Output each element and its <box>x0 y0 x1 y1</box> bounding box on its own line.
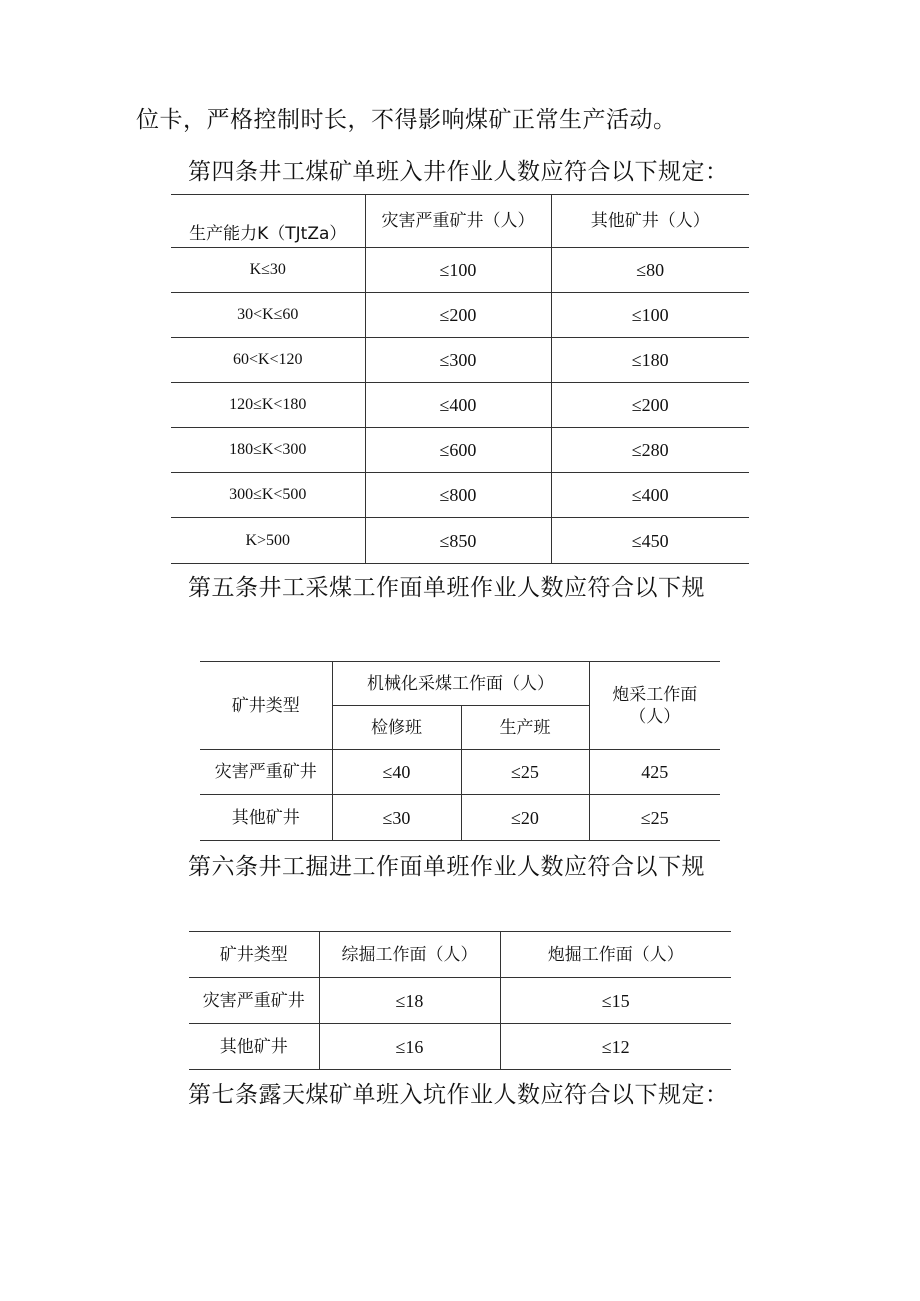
table-row <box>200 750 720 795</box>
severe-value-cell: ≤100 <box>365 248 551 293</box>
table-row <box>171 518 749 564</box>
other-value-cell: ≤450 <box>551 518 749 564</box>
header-maintenance-shift: 检修班 <box>332 706 461 750</box>
capacity-cell: K≤30 <box>171 248 365 293</box>
other-value-cell: ≤80 <box>551 248 749 293</box>
production-value-cell: ≤25 <box>461 750 589 795</box>
capacity-cell: 300≤K<500 <box>171 473 365 518</box>
severe-value-cell: ≤850 <box>365 518 551 564</box>
header-other-mine: 其他矿井（人） <box>551 195 749 248</box>
table-header-row <box>171 195 749 248</box>
mine-type-cell: 其他矿井 <box>189 1024 319 1070</box>
header-blast-heading-face: 炮掘工作面（人） <box>500 932 731 978</box>
article-7-heading: 第七条露天煤矿单班入坑作业人数应符合以下规定： <box>188 1082 729 1108</box>
table-row <box>171 293 749 338</box>
header-severe-mine: 灾害严重矿井（人） <box>365 195 551 248</box>
header-roadheader-face: 综掘工作面（人） <box>319 932 500 978</box>
paragraph-continuation: 位卡，严格控制时长，不得影响煤矿正常生产活动。 <box>136 107 677 133</box>
table-shift-personnel-limits <box>171 194 749 564</box>
table-row <box>189 1024 731 1070</box>
table-row <box>171 473 749 518</box>
header-mechanized-face: 机械化采煤工作面（人） <box>332 662 589 706</box>
roadheader-value-cell: ≤18 <box>319 978 500 1024</box>
table-row <box>189 978 731 1024</box>
mine-type-cell: 灾害严重矿井 <box>189 978 319 1024</box>
table-header-row <box>200 662 720 706</box>
maintenance-value-cell: ≤40 <box>332 750 461 795</box>
roadheader-value-cell: ≤16 <box>319 1024 500 1070</box>
other-value-cell: ≤400 <box>551 473 749 518</box>
severe-value-cell: ≤400 <box>365 383 551 428</box>
header-mine-type: 矿井类型 <box>200 662 332 750</box>
blast-heading-value-cell: ≤12 <box>500 1024 731 1070</box>
blast-heading-value-cell: ≤15 <box>500 978 731 1024</box>
capacity-cell: K>500 <box>171 518 365 564</box>
table-row <box>171 428 749 473</box>
header-blasting-face: 炮采工作面（人） <box>589 662 720 750</box>
header-mine-type: 矿井类型 <box>189 932 319 978</box>
capacity-cell: 120≤K<180 <box>171 383 365 428</box>
article-6-heading: 第六条井工掘进工作面单班作业人数应符合以下规 <box>188 854 705 880</box>
other-value-cell: ≤280 <box>551 428 749 473</box>
other-value-cell: ≤180 <box>551 338 749 383</box>
capacity-cell: 30<K≤60 <box>171 293 365 338</box>
header-production-shift: 生产班 <box>461 706 589 750</box>
production-value-cell: ≤20 <box>461 795 589 841</box>
severe-value-cell: ≤800 <box>365 473 551 518</box>
mine-type-cell: 灾害严重矿井 <box>200 750 332 795</box>
header-capacity: 生产能力K（TJtZa） <box>171 195 365 248</box>
blasting-value-cell: 425 <box>589 750 720 795</box>
other-value-cell: ≤200 <box>551 383 749 428</box>
severe-value-cell: ≤600 <box>365 428 551 473</box>
severe-value-cell: ≤200 <box>365 293 551 338</box>
blasting-value-cell: ≤25 <box>589 795 720 841</box>
severe-value-cell: ≤300 <box>365 338 551 383</box>
table-row <box>200 795 720 841</box>
table-coal-face-personnel <box>200 661 720 841</box>
capacity-cell: 60<K<120 <box>171 338 365 383</box>
mine-type-cell: 其他矿井 <box>200 795 332 841</box>
maintenance-value-cell: ≤30 <box>332 795 461 841</box>
capacity-cell: 180≤K<300 <box>171 428 365 473</box>
table-header-row <box>189 932 731 978</box>
article-5-heading: 第五条井工采煤工作面单班作业人数应符合以下规 <box>188 575 705 601</box>
table-row <box>171 383 749 428</box>
table-row <box>171 248 749 293</box>
table-row <box>171 338 749 383</box>
other-value-cell: ≤100 <box>551 293 749 338</box>
table-heading-face-personnel <box>189 931 731 1070</box>
article-4-heading: 第四条井工煤矿单班入井作业人数应符合以下规定： <box>188 159 729 185</box>
